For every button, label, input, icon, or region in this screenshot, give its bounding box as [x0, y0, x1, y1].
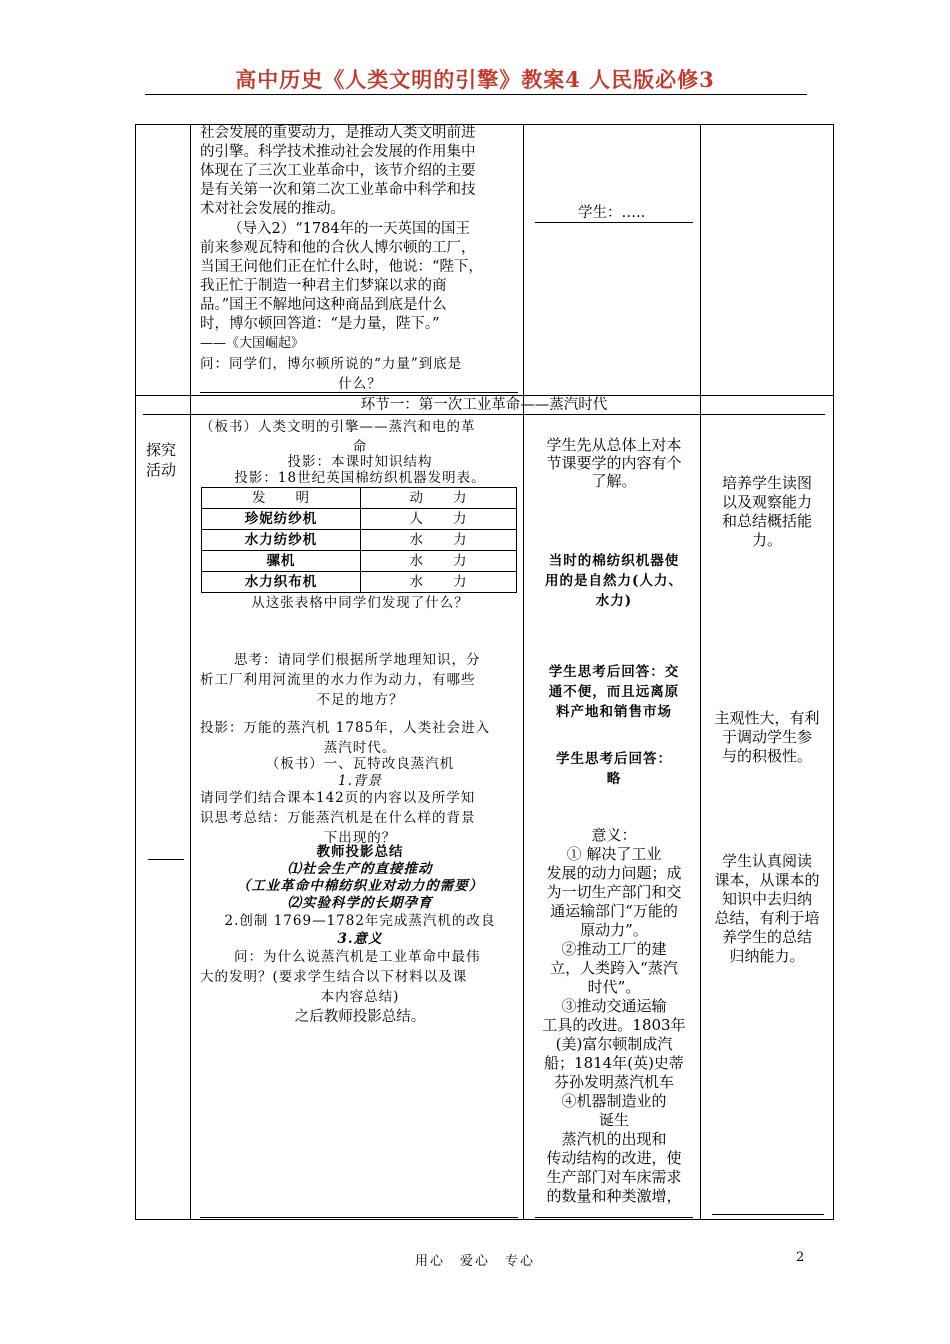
projection-line: 投影：万能的蒸汽机 1785年，人类社会进入: [200, 720, 491, 736]
purpose-line: 和总结概括能: [721, 512, 812, 530]
student-answer-background: [532, 749, 696, 789]
answer-line: 料产地和销售市场: [556, 704, 672, 720]
student-answer-drawbacks: [532, 662, 696, 722]
answer-line: 水力): [595, 593, 633, 609]
meaning-line: ④机器制造业的: [561, 1092, 667, 1110]
question-line: 什么？: [338, 376, 382, 392]
question-line: 问：同学们，博尔顿所说的“力量”到底是: [200, 356, 463, 372]
teacher-projection-summary: 之后教师投影总结。: [294, 1009, 426, 1025]
intro2-paragraph: [200, 220, 522, 353]
meaning-line: 芬孙发明蒸汽机车: [553, 1073, 674, 1091]
intro2-line: （导入2）“1784年的一天英国的国王: [228, 221, 471, 237]
purpose-line: 主观性大，有利: [714, 709, 820, 727]
label-line: 活动: [146, 461, 177, 479]
table-cell: 珍妮纺纱机: [202, 509, 361, 530]
purpose-line: 培养学生读图: [721, 474, 812, 492]
page-number: 2: [796, 1250, 805, 1265]
think-line: 析工厂利用河流里的水力作为动力，有哪些: [200, 672, 476, 688]
table-header: 动 力: [361, 488, 517, 509]
purpose-line: 于调动学生参: [721, 728, 812, 746]
ask-line: 请同学们结合课本142页的内容以及所学知: [200, 790, 476, 806]
purpose-line: 力。: [751, 531, 782, 549]
meaning-line: 为一切生产部门和交: [546, 883, 682, 901]
document-title: 高中历史《人类文明的引擎》教案4 人民版必修3: [235, 67, 715, 92]
table-header: 发 明: [202, 488, 361, 509]
meaning-list: [532, 826, 696, 1206]
meaning-line: 发展的动力问题；成: [546, 864, 682, 882]
intro2-line: 当国王问他们正在忙什么时，他说：“陛下，: [200, 259, 483, 275]
meaning-line: 通运输部门“万能的: [550, 902, 678, 920]
meaning-title: 意义：: [591, 826, 637, 844]
think-paragraph: [200, 650, 520, 710]
meaning-line: 传动结构的改进，使: [546, 1149, 682, 1167]
table-question: 从这张表格中同学们发现了什么？: [251, 595, 469, 611]
meaning-line: (美)富尔顿制成汽: [555, 1035, 673, 1053]
why-question: [200, 947, 520, 1007]
projection-structure: 投影：本课时知识结构: [287, 454, 433, 470]
student-answer-overview: [532, 436, 696, 490]
why-line: 本内容总结): [320, 989, 400, 1005]
answer-line: 当时的棉纺织机器使: [548, 553, 680, 569]
question-paragraph: [200, 354, 520, 394]
why-line: 问：为什么说蒸汽机是工业革命中最伟: [234, 949, 481, 965]
explore-activity-label: [146, 440, 176, 480]
projection-table-title: 投影：18世纪英国棉纺织机器发明表。: [234, 470, 486, 486]
table-cell: 水力织布机: [202, 572, 361, 593]
meaning-line: ②推动工厂的建: [561, 940, 667, 958]
ask-line: 下出现的？: [323, 830, 397, 846]
projection-line: 蒸汽时代。: [323, 740, 397, 756]
why-line: 大的发明？(要求学生结合以下材料以及课: [200, 969, 468, 985]
source-citation: ——《大国崛起》: [200, 336, 305, 351]
purpose-line: 与的积极性。: [721, 747, 812, 765]
footer-motto: 用心 爱心 专心: [414, 1254, 535, 1269]
answer-line: 了解。: [591, 472, 637, 490]
board-line: （板书）人类文明的引擎——蒸汽和电的革: [200, 419, 476, 435]
meaning-line: 工具的改进。1803年: [542, 1016, 686, 1034]
intro-line: 是有关第一次和第二次工业革命中科学和技: [200, 182, 476, 198]
meaning-line: 立，人类跨入“蒸汽: [550, 959, 678, 977]
intro-line: 体现在了三次工业革命中，该节介绍的主要: [200, 163, 476, 179]
board-line: 命: [352, 439, 368, 455]
intro-line: 社会发展的重要动力，是推动人类文明前进: [200, 125, 476, 141]
item-creation: 2.创制 1769—1782年完成蒸汽机的改良: [224, 913, 496, 929]
answer-line: 略: [606, 771, 622, 787]
label-line: 探究: [146, 441, 177, 459]
point-detail: （工业革命中棉纺织业对动力的需要）: [236, 878, 484, 894]
purpose-line: 课本，从课本的: [714, 871, 820, 889]
purpose-summarizing: [704, 852, 830, 966]
think-line: 思考：请同学们根据所学地理知识，分: [234, 652, 481, 668]
intro2-line: 时，博尔顿回答道：“是力量，陛下。”: [200, 316, 440, 332]
table-row: [202, 551, 517, 572]
table-row: [202, 572, 517, 593]
purpose-line: 学生认真阅读: [721, 852, 812, 870]
meaning-line: ① 解决了工业: [566, 845, 662, 863]
meaning-line: 生产部门对车床需求: [546, 1168, 682, 1186]
ask-paragraph: [200, 788, 520, 848]
table-row: [202, 530, 517, 551]
intro2-line: 我正忙于制造一种君主们梦寐以求的商: [200, 278, 447, 294]
section-header: 环节一：第一次工业革命——蒸汽时代: [360, 397, 608, 413]
ask-line: 识思考总结：万能蒸汽机是在什么样的背景: [200, 810, 476, 826]
invention-table: [201, 487, 517, 593]
table-cell: 人 力: [361, 509, 517, 530]
purpose-line: 知识中去归纳: [721, 890, 812, 908]
teacher-summary: 教师投影总结: [316, 844, 404, 860]
point-experimental-science: ⑵实验科学的长期孕育: [287, 895, 433, 911]
answer-line: 学生思考后回答：: [556, 751, 672, 767]
intro-line: 术对社会发展的推动。: [200, 201, 345, 217]
answer-line: 节课要学的内容有个: [546, 454, 682, 472]
table-cell: 水 力: [361, 572, 517, 593]
think-line: 不足的地方？: [316, 692, 404, 708]
student-response: 学生：…..: [578, 205, 646, 221]
purpose-participation: [704, 709, 830, 766]
meaning-line: 蒸汽机的出现和: [561, 1130, 667, 1148]
projection-steam-engine: [200, 718, 520, 758]
intro-line: 的引擎。科学技术推动社会发展的作用集中: [200, 144, 476, 160]
table-cell: 水 力: [361, 551, 517, 572]
header-rule: [145, 94, 807, 95]
meaning-line: 的数量和种类激增，: [546, 1187, 682, 1205]
intro-paragraph: [200, 124, 522, 219]
board-title: [200, 417, 520, 457]
table-cell: 骡机: [202, 551, 361, 572]
meaning-line: 原动力”。: [580, 921, 648, 939]
table-cell: 水力纺纱机: [202, 530, 361, 551]
answer-line: 用的是自然力(人力、: [545, 573, 683, 589]
intro2-line: 品。”国王不解地问这种商品到底是什么: [200, 297, 447, 313]
point-social-production: ⑴社会生产的直接推动: [287, 861, 433, 877]
item-background: 1.背景: [338, 773, 382, 789]
table-cell: 水 力: [361, 530, 517, 551]
item-significance: 3.意义: [337, 931, 383, 947]
purpose-reading: [704, 474, 830, 550]
table-header-row: [202, 488, 517, 509]
meaning-line: 船；1814年(英)史蒂: [544, 1054, 684, 1072]
answer-line: 学生思考后回答：交: [548, 664, 680, 680]
board-watt: （板书）一、瓦特改良蒸汽机: [265, 756, 455, 772]
meaning-line: 诞生: [598, 1111, 629, 1129]
purpose-line: 以及观察能力: [721, 493, 812, 511]
purpose-line: 总结，有利于培: [714, 909, 820, 927]
table-row: [202, 509, 517, 530]
student-answer-power: [532, 551, 696, 611]
meaning-line: ③推动交通运输: [561, 997, 667, 1015]
meaning-line: 时代”。: [587, 978, 641, 996]
purpose-line: 归纳能力。: [729, 947, 805, 965]
purpose-line: 养学生的总结: [721, 928, 812, 946]
answer-line: 通不便，而且远离原: [548, 684, 680, 700]
answer-line: 学生先从总体上对本: [546, 436, 682, 454]
intro2-line: 前来参观瓦特和他的合伙人博尔顿的工厂，: [200, 240, 476, 256]
